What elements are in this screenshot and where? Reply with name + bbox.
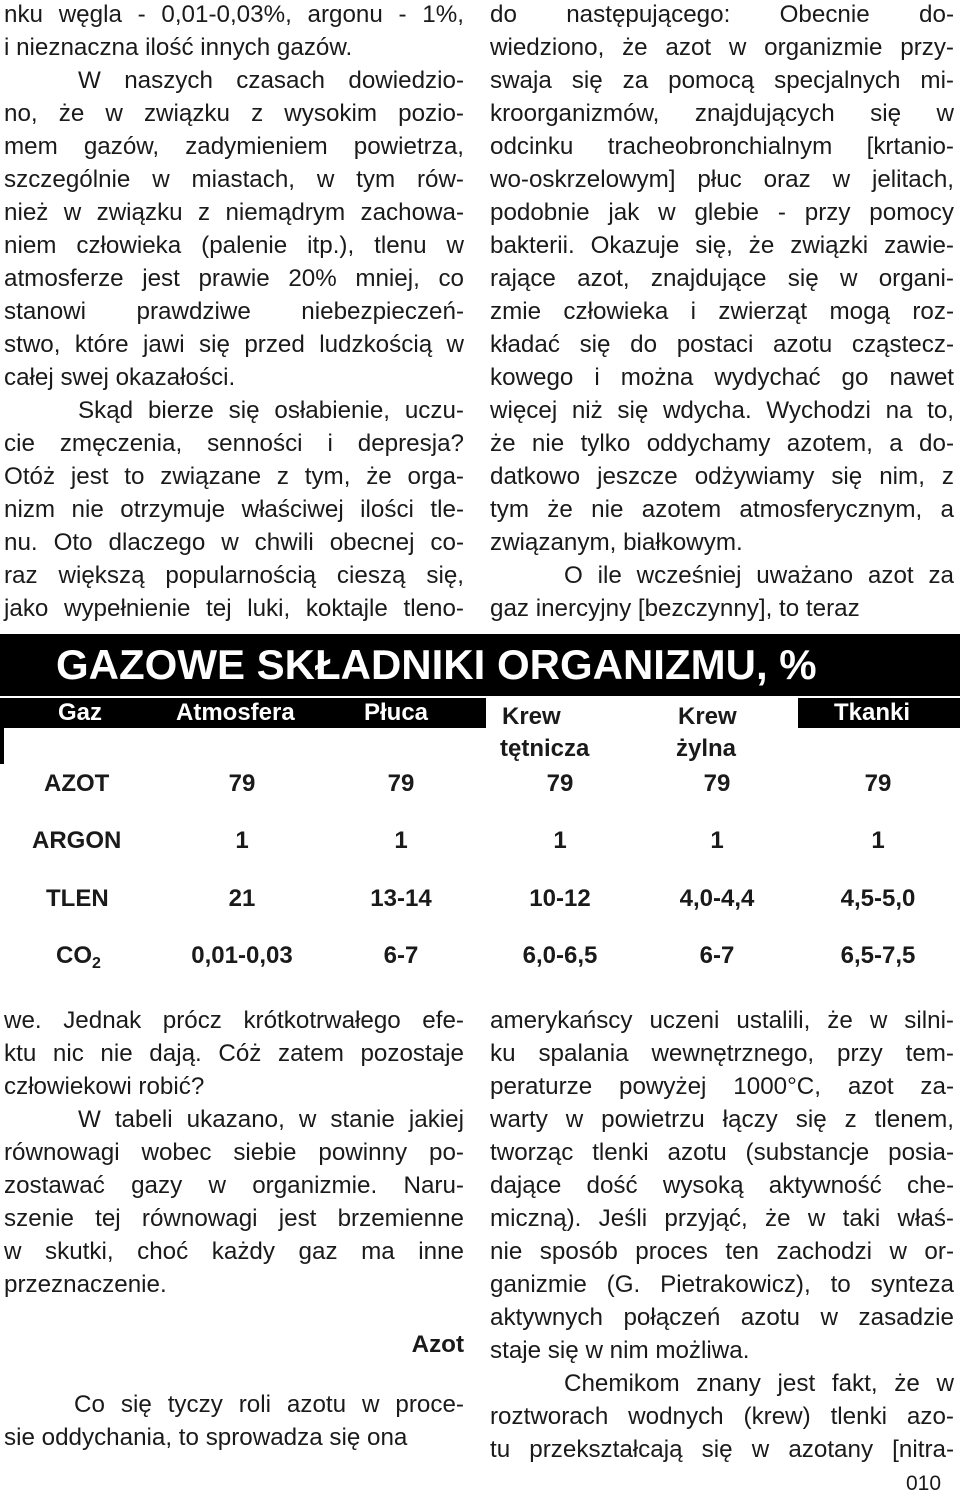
text-line: że nie tylko oddychamy azotem, a do- <box>490 430 954 457</box>
text-line: atmosferze jest prawie 20% mniej, co <box>4 265 464 292</box>
header-gaz: Gaz <box>58 699 103 726</box>
cell: 1 <box>235 827 249 854</box>
text-line: mem gazów, zadymieniem powietrza, <box>4 133 464 160</box>
text-line: nu. Oto dlaczego w chwili obecnej co- <box>4 529 464 556</box>
row-label-argon: ARGON <box>32 827 122 854</box>
section-heading: Azot <box>411 1331 464 1358</box>
header-pluca: Płuca <box>364 699 429 726</box>
header-zylna: żylna <box>676 735 737 762</box>
cell: 79 <box>864 770 892 797</box>
text-line: ktu nic nie dają. Cóż zatem pozostaje <box>4 1040 464 1067</box>
text-line: nizm nie otrzymuje właściwej ilości tle- <box>4 496 464 523</box>
text-line: nież w związku z niemądrym zachowa- <box>4 199 464 226</box>
text-line: tu przekształcają się w azotany [nitra- <box>490 1436 954 1463</box>
text-line: stanowi prawdziwe niebezpieczeń- <box>4 298 464 325</box>
text-line: Co się tyczy roli azotu w proce- <box>74 1391 464 1418</box>
text-line: roztworach wodnych (krew) tlenki azo- <box>490 1403 954 1430</box>
header-krew-1: Krew <box>502 703 561 730</box>
text-line: datkowo jeszcze odżywiamy się nim, z <box>490 463 954 490</box>
text-line: tym że nie azotem atmosferycznym, a <box>490 496 954 523</box>
header-atmosfera: Atmosfera <box>176 699 295 726</box>
cell: 4,0-4,4 <box>679 885 755 912</box>
text-line: aktywnych połączeń azotu w zasadzie <box>490 1304 954 1331</box>
text-line: więcej niż się wdycha. Wychodzi na to, <box>490 397 954 424</box>
cell: 1 <box>710 827 724 854</box>
cell: 6,0-6,5 <box>522 942 598 969</box>
text-line: kładać się do postaci azotu cząstecz- <box>490 331 954 358</box>
text-line: przeznaczenie. <box>4 1271 167 1298</box>
text-line: do następującego: Obecnie do- <box>490 1 954 28</box>
cell: 79 <box>387 770 415 797</box>
cell: 79 <box>703 770 731 797</box>
text-line: bakterii. Okazuje się, że związki zawie- <box>490 232 954 259</box>
cell: 1 <box>394 827 408 854</box>
row-label-co2 <box>56 941 101 979</box>
text-line: Otóż jest to związane z tym, że orga- <box>4 463 464 490</box>
text-line: równowagi wobec siebie powinny po- <box>4 1139 464 1166</box>
text-line: swaja się za pomocą specjalnych mi- <box>490 67 954 94</box>
cell: 10-12 <box>529 885 591 912</box>
cell: 0,01-0,03 <box>191 942 293 969</box>
text-line: W naszych czasach dowiedzio- <box>78 67 464 94</box>
text-line: gaz inercyjny [bezczynny], to teraz <box>490 595 860 622</box>
text-line: ku spalania wewnętrznego, przy tem- <box>490 1040 954 1067</box>
text-line: człowiekowi robić? <box>4 1073 205 1100</box>
text-line: nku węgla - 0,01-0,03%, argonu - 1%, <box>4 1 464 28</box>
cell: 1 <box>871 827 885 854</box>
text-line: sie oddychania, to sprowadza się ona <box>4 1424 408 1451</box>
cell: 21 <box>228 885 256 912</box>
co2-subscript: 2 <box>92 955 101 972</box>
text-line: rające azot, znajdujące się w organi- <box>490 265 954 292</box>
text-line: W tabeli ukazano, w stanie jakiej <box>78 1106 464 1133</box>
text-line: ganizmie (G. Pietrakowicz), to synteza <box>490 1271 954 1298</box>
row-label-azot: AZOT <box>44 770 110 797</box>
text-line: szczególnie w miastach, w tym rów- <box>4 166 464 193</box>
text-line: i nieznaczna ilość innych gazów. <box>4 34 353 61</box>
text-line: peraturze powyżej 1000°C, azot za- <box>490 1073 954 1100</box>
text-line: związanym, białkowym. <box>490 529 743 556</box>
cell: 4,5-5,0 <box>840 885 916 912</box>
header-krew-2: Krew <box>678 703 737 730</box>
cell: 6-7 <box>383 942 419 969</box>
text-line: zmie człowieka i zwierząt mogą roz- <box>490 298 954 325</box>
page-number: 010 <box>906 1472 942 1495</box>
text-line: O ile wcześniej uważano azot za <box>564 562 954 589</box>
text-line: wiedziono, że azot w organizmie przy- <box>490 34 954 61</box>
gas-table <box>0 634 960 988</box>
text-line: warty w powietrzu łączy się z tlenem, <box>490 1106 954 1133</box>
text-line: tworząc tlenki azotu (substancje posia- <box>490 1139 954 1166</box>
text-line: zostawać gazy w organizmie. Naru- <box>4 1172 464 1199</box>
text-line: szenie tej równowagi jest brzemienne <box>4 1205 464 1232</box>
cell: 79 <box>546 770 574 797</box>
text-line: dające dość wysoką aktywność che- <box>490 1172 954 1199</box>
cell: 79 <box>228 770 256 797</box>
row-label-tlen: TLEN <box>46 885 109 912</box>
header-tkanki: Tkanki <box>834 699 911 726</box>
cell: 13-14 <box>370 885 432 912</box>
cell: 6,5-7,5 <box>840 942 916 969</box>
header-band <box>0 728 4 764</box>
text-line: jako wypełnienie tej luki, koktajle tleno- <box>4 595 464 622</box>
co2-text: CO <box>56 942 92 969</box>
text-line: no, że w związku z wysokim pozio- <box>4 100 464 127</box>
text-line: Chemikom znany jest fakt, że w <box>564 1370 954 1397</box>
text-line: raz większą popularnością cieszą się, <box>4 562 464 589</box>
text-line: amerykańscy uczeni ustalili, że w silni- <box>490 1007 954 1034</box>
cell: 1 <box>553 827 567 854</box>
cell: 6-7 <box>699 942 735 969</box>
text-line: we. Jednak prócz krótkotrwałego efe- <box>4 1007 464 1034</box>
text-line: kroorganizmów, znajdujących się w <box>490 100 954 127</box>
text-line: wo-oskrzelowym] płuc oraz w jelitach, <box>490 166 954 193</box>
text-line: w skutki, choć każdy gaz ma inne <box>4 1238 464 1265</box>
text-line: odcinku tracheobronchialnym [krtanio- <box>490 133 954 160</box>
text-line: całej swej okazałości. <box>4 364 236 391</box>
text-line: kowego i można wydychać go nawet <box>490 364 954 391</box>
text-line: miczną). Jeśli przyjąć, że w taki właś- <box>490 1205 954 1232</box>
text-line: stwo, które jawi się przed ludzkością w <box>4 331 464 358</box>
text-line: nie sposób proces ten zachodzi w or- <box>490 1238 954 1265</box>
text-line: niem człowieka (palenie itp.), tlenu w <box>4 232 464 259</box>
text-line: Skąd bierze się osłabienie, uczu- <box>78 397 464 424</box>
text-line: staje się w nim możliwa. <box>490 1337 750 1364</box>
text-line: cie zmęczenia, senności i depresja? <box>4 430 464 457</box>
header-tetnicza: tętnicza <box>500 735 590 762</box>
table-title: GAZOWE SKŁADNIKI ORGANIZMU, % <box>0 634 960 696</box>
text-line: podobnie jak w glebie - przy pomocy <box>490 199 954 226</box>
